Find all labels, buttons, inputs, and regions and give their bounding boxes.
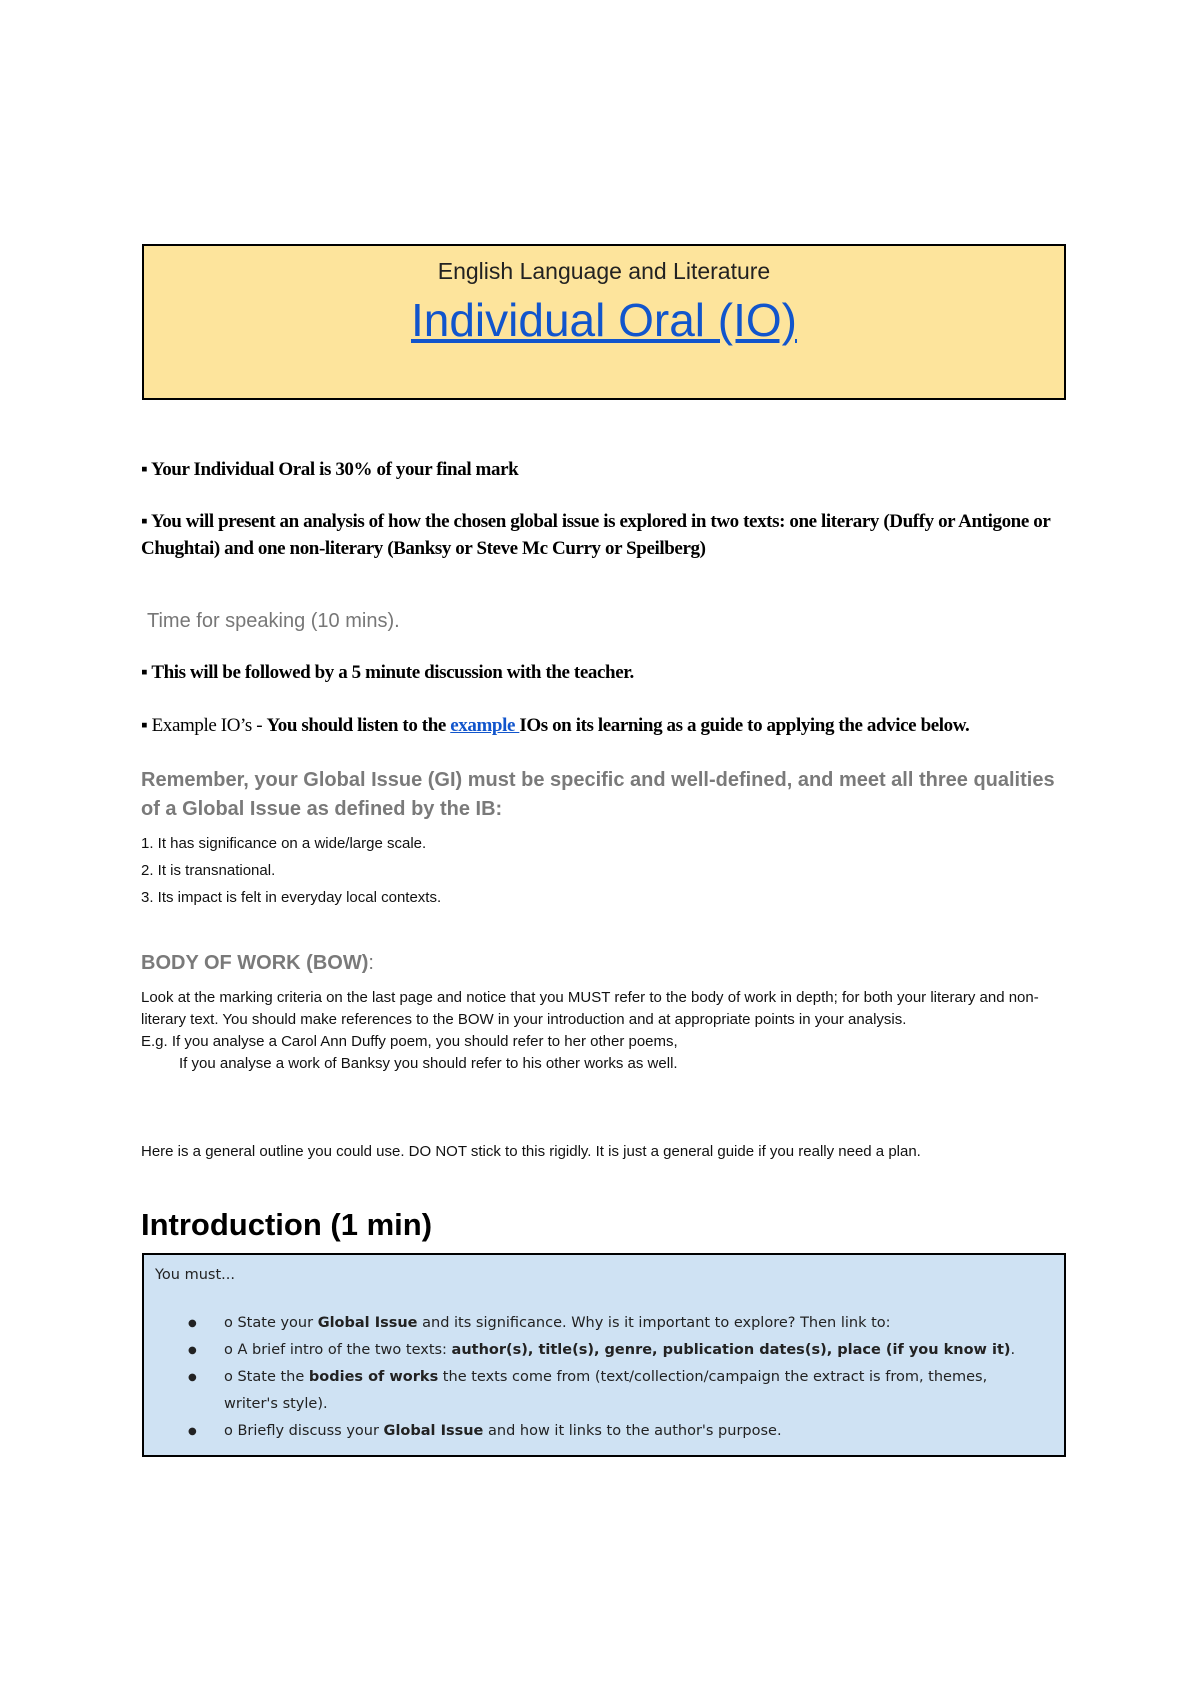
example-label: ▪ Example IO’s - bbox=[141, 715, 267, 736]
example-text-a: You should listen to the bbox=[266, 715, 451, 736]
bow-example-1: E.g. If you analyse a Carol Ann Duffy poem, you should refer to her other poems, bbox=[141, 1033, 678, 1050]
item-bold: Global Issue bbox=[317, 1315, 418, 1331]
bullet-discussion: ▪ This will be followed by a 5 minute discussion with the teacher. bbox=[141, 662, 634, 683]
introduction-heading: Introduction (1 min) bbox=[141, 1207, 433, 1242]
you-must-label: You must... bbox=[155, 1267, 235, 1283]
list-item bbox=[184, 1337, 1034, 1364]
outline-note: Here is a general outline you could use. DO NOT stick to this rigidly. It is just a general guide if you really need a plan. bbox=[141, 1143, 921, 1160]
title-box bbox=[142, 244, 1066, 400]
time-for-speaking: Time for speaking (10 mins). bbox=[147, 610, 400, 632]
item-text: and its significance. Why is it important to explore? Then link to: bbox=[417, 1315, 891, 1331]
bow-paragraph: Look at the marking criteria on the last page and notice that you MUST refer to the body of work in depth; for both your literary and non-literary text. You should make references to the BOW in your introduction and at appropriate points in your analysis. bbox=[141, 989, 1039, 1028]
item-text: the texts come from (text/collection/campaign the extract is from, themes, writer's style). bbox=[224, 1369, 988, 1412]
item-text: o State the bbox=[224, 1369, 309, 1385]
quality-item: 1. It has significance on a wide/large scale. bbox=[141, 835, 427, 852]
item-text: o A brief intro of the two texts: bbox=[224, 1342, 452, 1358]
example-text-b: IOs on its learning as a guide to applying the advice below. bbox=[519, 715, 970, 736]
bullet-weight: ▪ Your Individual Oral is 30% of your final mark bbox=[141, 459, 519, 480]
list-item bbox=[184, 1418, 1034, 1445]
page-title-link[interactable]: Individual Oral (IO) bbox=[410, 294, 797, 346]
bow-heading bbox=[141, 952, 374, 975]
list-item bbox=[184, 1364, 1034, 1418]
bow-heading-colon: : bbox=[368, 952, 374, 974]
introduction-list bbox=[184, 1310, 1034, 1445]
bow-description bbox=[141, 987, 1071, 1075]
global-issue-heading: Remember, your Global Issue (GI) must be specific and well-defined, and meet all three qualities of a Global Issue as defined by the IB: bbox=[141, 769, 1055, 820]
introduction-box bbox=[142, 1253, 1066, 1457]
subject-label: English Language and Literature bbox=[437, 258, 771, 284]
item-bold: Global Issue bbox=[383, 1423, 484, 1439]
list-item bbox=[184, 1310, 1034, 1337]
item-text: o Briefly discuss your bbox=[224, 1423, 384, 1439]
quality-item: 3. Its impact is felt in everyday local contexts. bbox=[141, 889, 442, 906]
item-bold: author(s), title(s), genre, publication dates(s), place (if you know it) bbox=[451, 1342, 1011, 1358]
item-bold: bodies of works bbox=[308, 1369, 439, 1385]
example-link[interactable]: example bbox=[450, 715, 520, 736]
item-text: and how it links to the author's purpose. bbox=[483, 1423, 782, 1439]
quality-item: 2. It is transnational. bbox=[141, 862, 276, 879]
bullet-analysis: ▪ You will present an analysis of how the chosen global issue is explored in two texts: one literary (Duffy or Antigone or Chughtai) and one non-literary (Banksy or Steve Mc Curry or Speilberg) bbox=[141, 511, 1051, 559]
item-text: o State your bbox=[224, 1315, 318, 1331]
bullet-example bbox=[141, 712, 1081, 739]
bow-example-2: If you analyse a work of Banksy you should refer to his other works as well. bbox=[179, 1055, 678, 1072]
global-issue-qualities bbox=[141, 830, 441, 911]
bow-heading-text: BODY OF WORK (BOW) bbox=[141, 952, 369, 974]
item-text: . bbox=[1010, 1342, 1016, 1358]
